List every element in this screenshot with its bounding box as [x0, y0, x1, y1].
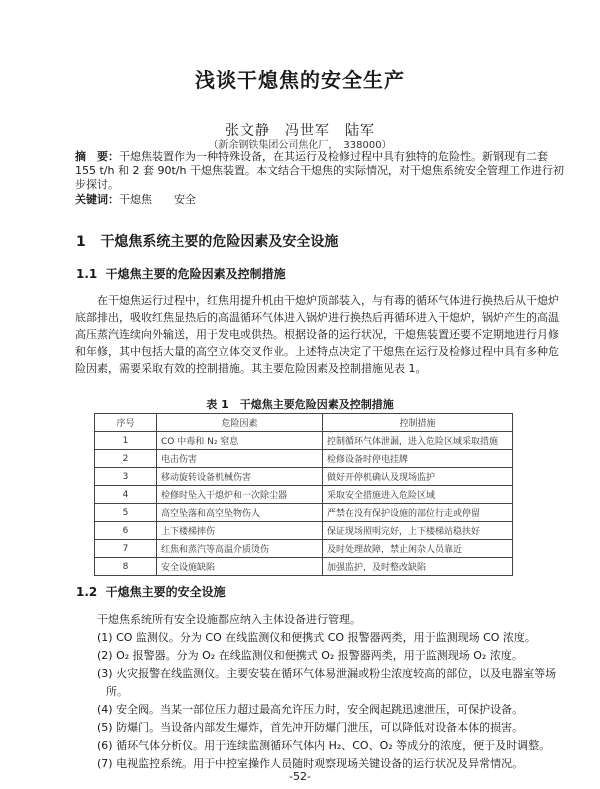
table-row	[95, 450, 513, 468]
keywords-value: 干熄焦 安全	[119, 193, 196, 206]
hazard-table	[94, 413, 513, 576]
section-1-2-heading: 1.2 干熄焦主要的安全设施	[76, 585, 226, 599]
hazard-factor: 高空坠落和高空坠物伤人	[157, 504, 323, 522]
abstract-line: 155 t/h 和 2 套 90t/h 干熄焦装置。本文结合干熄焦的实际情况，对干熄焦系统安全管理工作进行初	[75, 164, 564, 177]
control-measure: 控制循环气体泄漏，进入危险区域采取措施	[323, 432, 513, 450]
table-row	[95, 540, 513, 558]
abstract-line: 摘 要：干熄焦装置作为一种特殊设备，在其运行及检修过程中具有独特的危险性。新钢现有二套	[75, 150, 548, 163]
paragraph-line: 底部排出，吸收红焦显热后的高温循环气体进入锅炉进行换热后再循环进入干熄炉，锅炉产生的高温	[75, 311, 559, 324]
paragraph-line: 险因素，需要采取有效的控制措施。其主要危险因素及控制措施见表 1。	[75, 362, 427, 375]
list-item-continuation: 所。	[106, 685, 128, 698]
abstract-label: 摘 要：	[75, 150, 119, 163]
paragraph-line: 高压蒸汽连续向外输送，用于发电或供热。根据设备的运行状况，干熄焦装置还要不定期地进行月修	[75, 328, 559, 341]
control-measure: 及时处理故障，禁止闲杂人员靠近	[323, 540, 513, 558]
hazard-factor: 电击伤害	[157, 450, 323, 468]
column-header: 危险因素	[157, 414, 323, 432]
table-row	[95, 522, 513, 540]
table-row	[95, 468, 513, 486]
list-item: (4) 安全阀。当某一部位压力超过最高允许压力时，安全阀起跳迅速泄压，可保护设备。	[97, 703, 524, 716]
row-number: 4	[95, 486, 157, 504]
list-item: (6) 循环气体分析仪。用于连续监测循环气体内 H₂、CO、O₂ 等成分的浓度，便于及时调整。	[97, 739, 551, 752]
list-item: (5) 防爆门。当设备内部发生爆炸，首先冲开防爆门泄压，可以降低对设备本体的损害。	[97, 721, 524, 734]
affiliation: （新余钢铁集团公司焦化厂， 338000）	[208, 140, 392, 151]
keywords	[75, 193, 196, 207]
hazard-factor: 移动旋转设备机械伤害	[157, 468, 323, 486]
control-measure: 检修设备时停电挂牌	[323, 450, 513, 468]
hazard-factor: 安全设施缺陷	[157, 558, 323, 576]
table-row	[95, 486, 513, 504]
row-number: 7	[95, 540, 157, 558]
list-item: (2) O₂ 报警器。分为 O₂ 在线监测仪和便携式 O₂ 报警器两类，用于监测现场 O₂ 浓度。	[97, 649, 523, 662]
control-measure: 做好开停机确认及现场监护	[323, 468, 513, 486]
keywords-label: 关键词：	[75, 193, 119, 206]
paragraph-line: 和年修，其中包括大量的高空立体交叉作业。上述特点决定了干熄焦在运行及检修过程中具有多种危	[75, 345, 559, 358]
row-number: 6	[95, 522, 157, 540]
row-number: 1	[95, 432, 157, 450]
table-row	[95, 504, 513, 522]
control-measure: 采取安全措施进入危险区域	[323, 486, 513, 504]
table-caption: 表 1 干熄焦主要危险因素及控制措施	[206, 398, 394, 411]
section-1-1-heading: 1.1 干熄焦主要的危险因素及控制措施	[76, 267, 286, 281]
hazard-factor: CO 中毒和 N₂ 窒息	[157, 432, 323, 450]
paragraph-line: 在干熄焦运行过程中，红焦用提升机由干熄炉顶部装入，与有毒的循环气体进行换热后从干熄炉	[97, 294, 559, 307]
abstract-line: 步探讨。	[75, 178, 119, 191]
column-header: 控制措施	[323, 414, 513, 432]
hazard-factor: 检修时坠入干熄炉和一次除尘器	[157, 486, 323, 504]
paragraph-line: 干熄焦系统所有安全设施都应纳入主体设备进行管理。	[97, 613, 361, 626]
list-item: (1) CO 监测仪。分为 CO 在线监测仪和便携式 CO 报警器两类，用于监测现场 CO 浓度。	[97, 631, 536, 644]
table-row	[95, 558, 513, 576]
row-number: 3	[95, 468, 157, 486]
control-measure: 严禁在没有保护设施的部位行走或停留	[323, 504, 513, 522]
control-measure: 加强监护，及时整改缺陷	[323, 558, 513, 576]
hazard-factor: 上下楼梯摔伤	[157, 522, 323, 540]
page-number: -52-	[289, 770, 311, 783]
control-measure: 保证现场照明完好，上下楼梯站稳扶好	[323, 522, 513, 540]
list-item: (3) 火灾报警在线监测仪。主要安装在循环气体易泄漏或粉尘浓度较高的部位，以及电器室等场	[97, 667, 557, 680]
row-number: 8	[95, 558, 157, 576]
paper-title: 浅谈干熄焦的安全生产	[195, 68, 405, 92]
table-row	[95, 432, 513, 450]
row-number: 5	[95, 504, 157, 522]
section-1-heading: 1 干熄焦系统主要的危险因素及安全设施	[76, 234, 339, 250]
row-number: 2	[95, 450, 157, 468]
authors: 张文静 冯世军 陆军	[225, 123, 375, 139]
table-header-row	[95, 414, 513, 432]
column-header: 序号	[95, 414, 157, 432]
list-item: (7) 电视监控系统。用于中控室操作人员随时观察现场关键设备的运行状况及异常情况。	[97, 757, 524, 770]
hazard-factor: 红焦和蒸汽等高温介质烫伤	[157, 540, 323, 558]
